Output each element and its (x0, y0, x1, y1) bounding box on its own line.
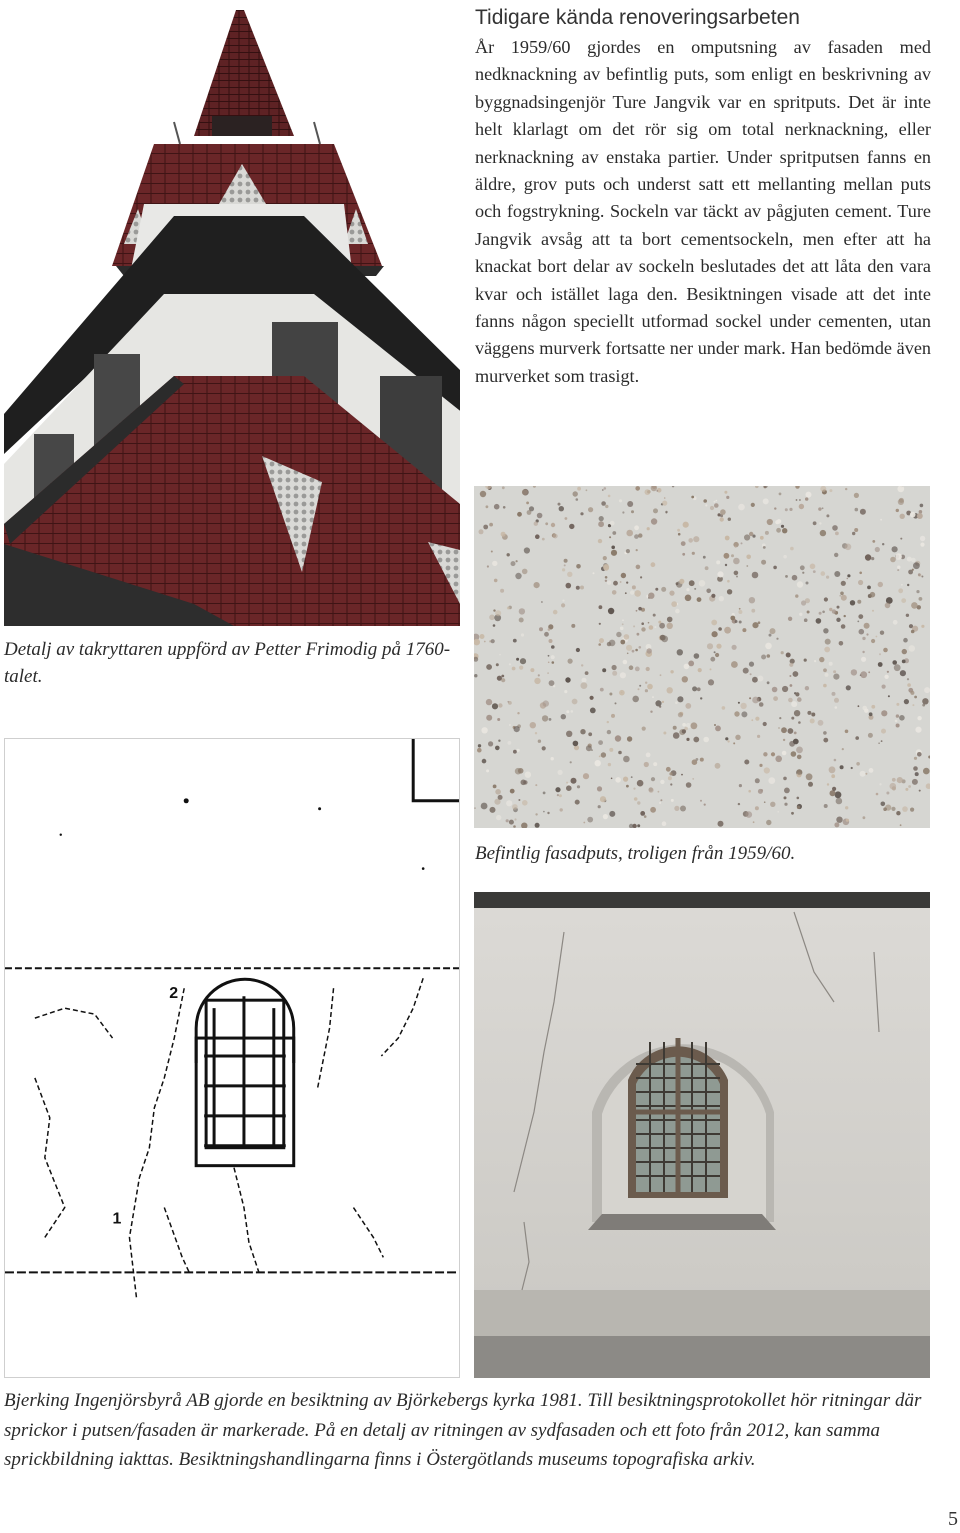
window-photo (474, 892, 930, 1378)
tower-caption: Detalj av takryttaren uppförd av Petter Frimodig på 1760-talet. (4, 639, 451, 687)
survey-caption: Bjerking Ingenjörsbyrå AB gjorde en besiktning av Björkebergs kyrka 1981. Till besiktningsprotokollet hör ritningar där sprickor i putsen/fasaden är markerade. På en detalj av ritningen av sydfasaden och ett foto från 2012, kan samma sprickbildning iakttas. Besiktningshandlingarna finns i Östergötlands museums topografiska arkiv. (4, 1390, 922, 1470)
plaster-caption: Befintlig fasadputs, troligen från 1959/60. (475, 843, 796, 864)
tower-illustration (4, 4, 460, 626)
drawing-mark-2: 2 (169, 985, 179, 1003)
drawing-mark-1: 1 (112, 1210, 122, 1228)
page-number: 5 (948, 1508, 958, 1530)
tower-photo (4, 4, 460, 626)
section-heading: Tidigare kända renoveringsarbeten (475, 6, 800, 29)
facade-drawing (4, 738, 460, 1378)
body-text: År 1959/60 gjordes en omputsning av fasaden med nedknackning av befintlig puts, som enligt en beskrivning av byggnadsingenjör Ture Jangvik var en spritputs. Det är inte helt klarlagt om det rör sig om total nerknackning, eller nerknackning av enstaka partier. Under spritputsen fanns en äldre, grov puts och underst satt ett mellanting mellan puts och fogstrykning. Sockeln var täckt av pågjuten cement. Ture Jangvik avsåg att ta bort cementsockeln, men efter att ha knackat bort delar av sockeln beslutades det att låta den vara kvar och istället laga den. Besiktningen visade att det inte fanns någon speciellt utformad sockel under cementen, utan väggens murverk fortsatte ner under mark. Han bedömde även murverket som trasigt. (475, 37, 931, 386)
crack-drawing (5, 739, 459, 1377)
window-illustration (474, 892, 930, 1378)
plaster-photo (474, 486, 930, 828)
plaster-texture (474, 486, 930, 828)
